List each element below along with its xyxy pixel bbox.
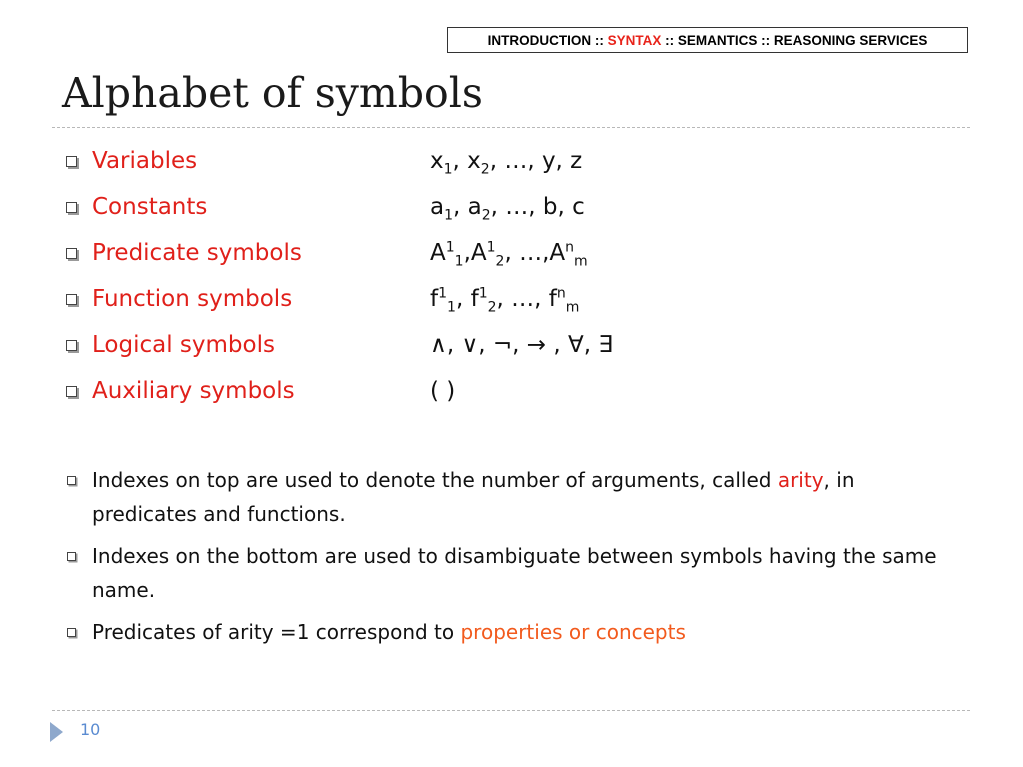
bullet-square-icon: [67, 552, 76, 561]
value-auxiliary-symbols: ( ): [430, 378, 456, 404]
bullet-square-icon: [66, 202, 77, 213]
note-arity: Indexes on top are used to denote the number of arguments, called arity, in predicates and functions.: [92, 468, 855, 526]
value-constants: $a_1$, $a_2$, …, b, c: [430, 194, 585, 224]
slide-title: Alphabet of symbols: [62, 69, 483, 117]
value-variables: $x_1$, $x_2$, …, y, z: [430, 148, 583, 178]
label-predicate-symbols: Predicate symbols: [92, 240, 302, 266]
section-nav: [447, 27, 968, 53]
bullet-square-icon: [66, 294, 77, 305]
bullet-square-icon: [66, 340, 77, 351]
footer-divider: [52, 710, 970, 711]
label-logical-symbols: Logical symbols: [92, 332, 275, 358]
bullet-square-icon: [66, 386, 77, 397]
value-logical-symbols: ∧, ∨, ¬, → , ∀, ∃: [430, 332, 613, 358]
nav-syntax-active: SYNTAX: [607, 32, 662, 48]
bullet-square-icon: [66, 156, 77, 167]
bullet-square-icon: [67, 476, 76, 485]
label-function-symbols: Function symbols: [92, 286, 293, 312]
label-variables: Variables: [92, 148, 198, 174]
nav-intro: INTRODUCTION ::: [487, 32, 608, 48]
bullet-square-icon: [66, 248, 77, 259]
label-auxiliary-symbols: Auxiliary symbols: [92, 378, 295, 404]
page-number: 10: [80, 720, 101, 739]
value-predicate-symbols: $A^1_1,A^1_2$, $\dots,A^n_m$: [430, 239, 588, 270]
nav-rest: :: SEMANTICS :: REASONING SERVICES: [661, 32, 928, 48]
bullet-square-icon: [67, 628, 76, 637]
value-function-symbols: $f^1_1$, $f^1_2$, …, $f^n_m$: [430, 285, 580, 316]
title-divider: [52, 127, 970, 128]
note-properties: Predicates of arity =1 correspond to properties or concepts: [92, 620, 686, 644]
note-disambiguate: Indexes on the bottom are used to disambiguate between symbols having the same name.: [92, 544, 937, 602]
label-constants: Constants: [92, 194, 208, 220]
play-arrow-icon: [50, 722, 63, 742]
